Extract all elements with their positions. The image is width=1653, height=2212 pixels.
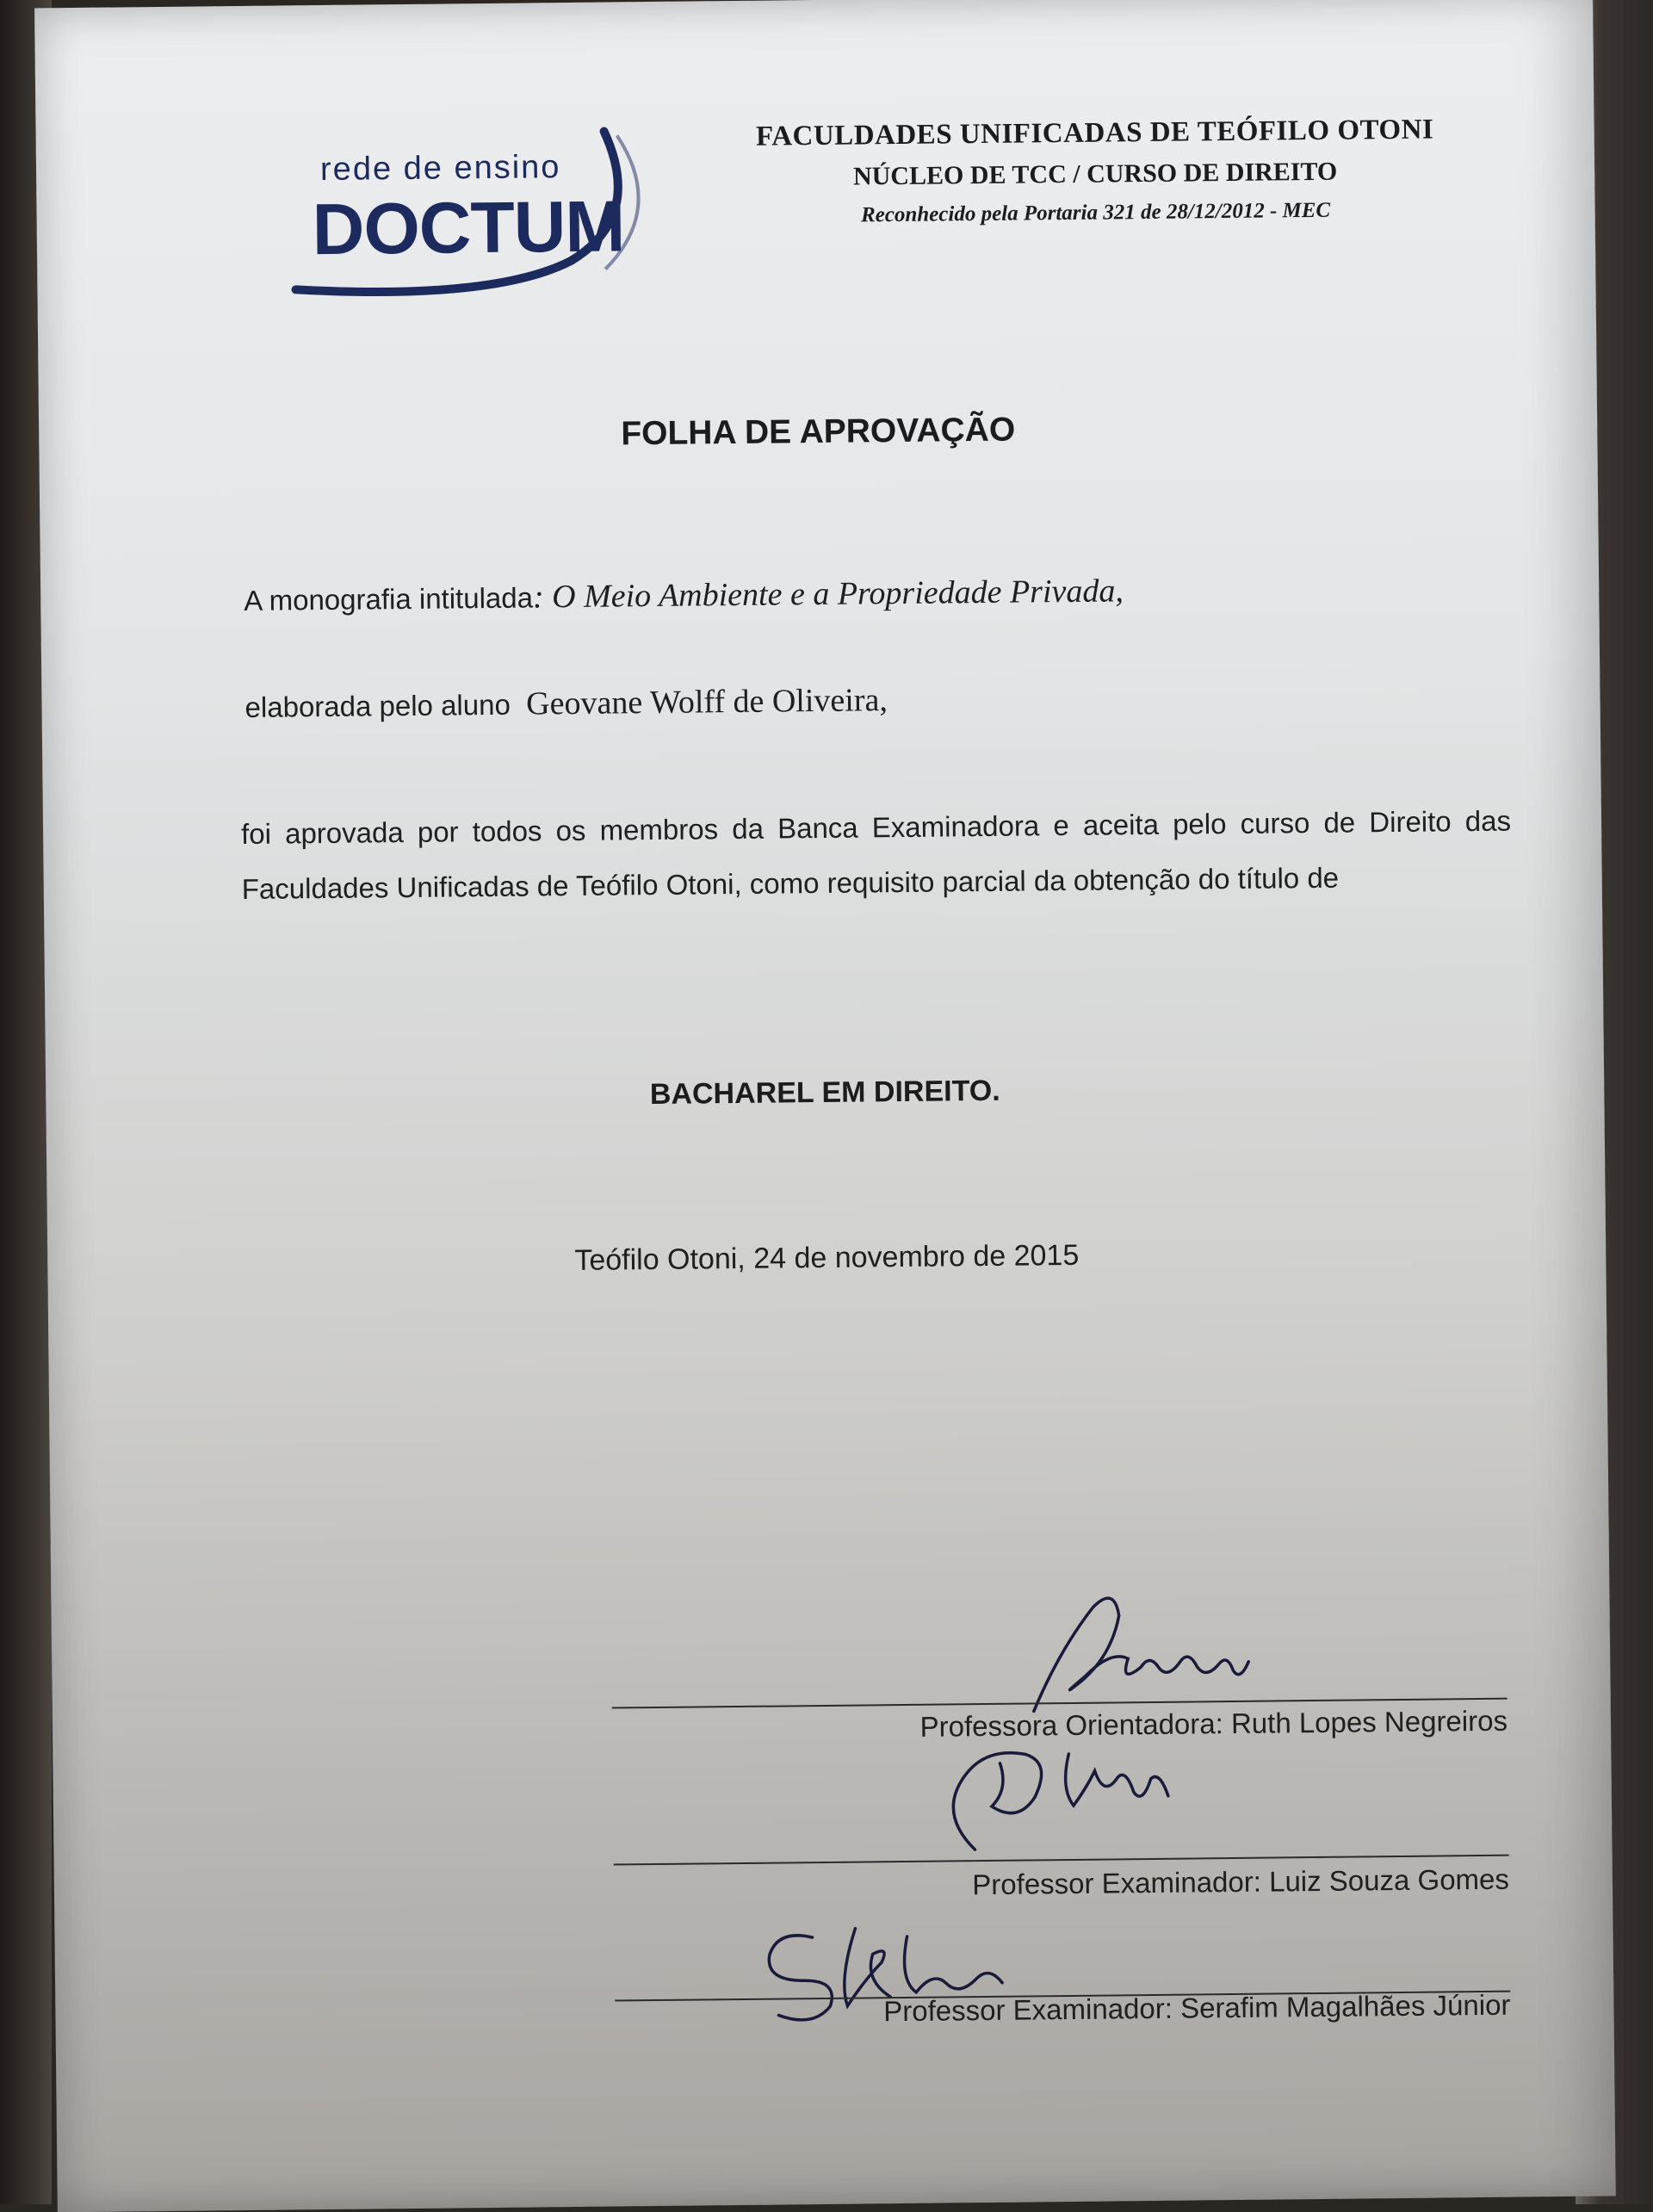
doctum-logo bbox=[276, 114, 674, 316]
signature-examiner-1 bbox=[922, 1718, 1234, 1868]
department-name: NÚCLEO DE TCC / CURSO DE DIREITO bbox=[852, 157, 1338, 191]
logo-subtitle: rede de ensino bbox=[319, 149, 561, 189]
institution-name: FACULDADES UNIFICADAS DE TEÓFILO OTONI bbox=[755, 114, 1434, 152]
advisor-label: Professora Orientadora: Ruth Lopes Negreiros bbox=[919, 1704, 1508, 1743]
monograph-line bbox=[244, 572, 1124, 619]
author-name: Geovane Wolff de Oliveira, bbox=[525, 682, 888, 722]
degree-title: BACHAREL EM DIREITO. bbox=[649, 1074, 1000, 1112]
recognition-note: Reconhecido pela Portaria 321 de 28/12/2012 - MEC bbox=[860, 198, 1331, 227]
institution-header bbox=[690, 114, 1500, 230]
examiner-1-label: Professor Examinador: Luiz Souza Gomes bbox=[972, 1862, 1510, 1901]
document-title: FOLHA DE APROVAÇÃO bbox=[621, 411, 1016, 453]
approval-sheet bbox=[34, 0, 1616, 2212]
approval-paragraph: foi aprovada por todos os membros da Banca Examinadora e aceita pelo curso de Direito das Faculdades Unificadas de Teófilo Otoni, como requisito parcial da obtenção do título de bbox=[240, 804, 1512, 906]
examiner-2-label: Professor Examinador: Serafim Magalhães Júnior bbox=[883, 1988, 1511, 2028]
monograph-prefix: A monografia intitulada bbox=[244, 581, 534, 617]
logo-name: DOCTUM bbox=[312, 185, 625, 270]
author-prefix: elaborada pelo aluno bbox=[245, 688, 511, 723]
author-line bbox=[245, 681, 888, 726]
place-and-date: Teófilo Otoni, 24 de novembro de 2015 bbox=[574, 1238, 1080, 1277]
monograph-title: : O Meio Ambiente e a Propriedade Privada, bbox=[532, 573, 1124, 616]
